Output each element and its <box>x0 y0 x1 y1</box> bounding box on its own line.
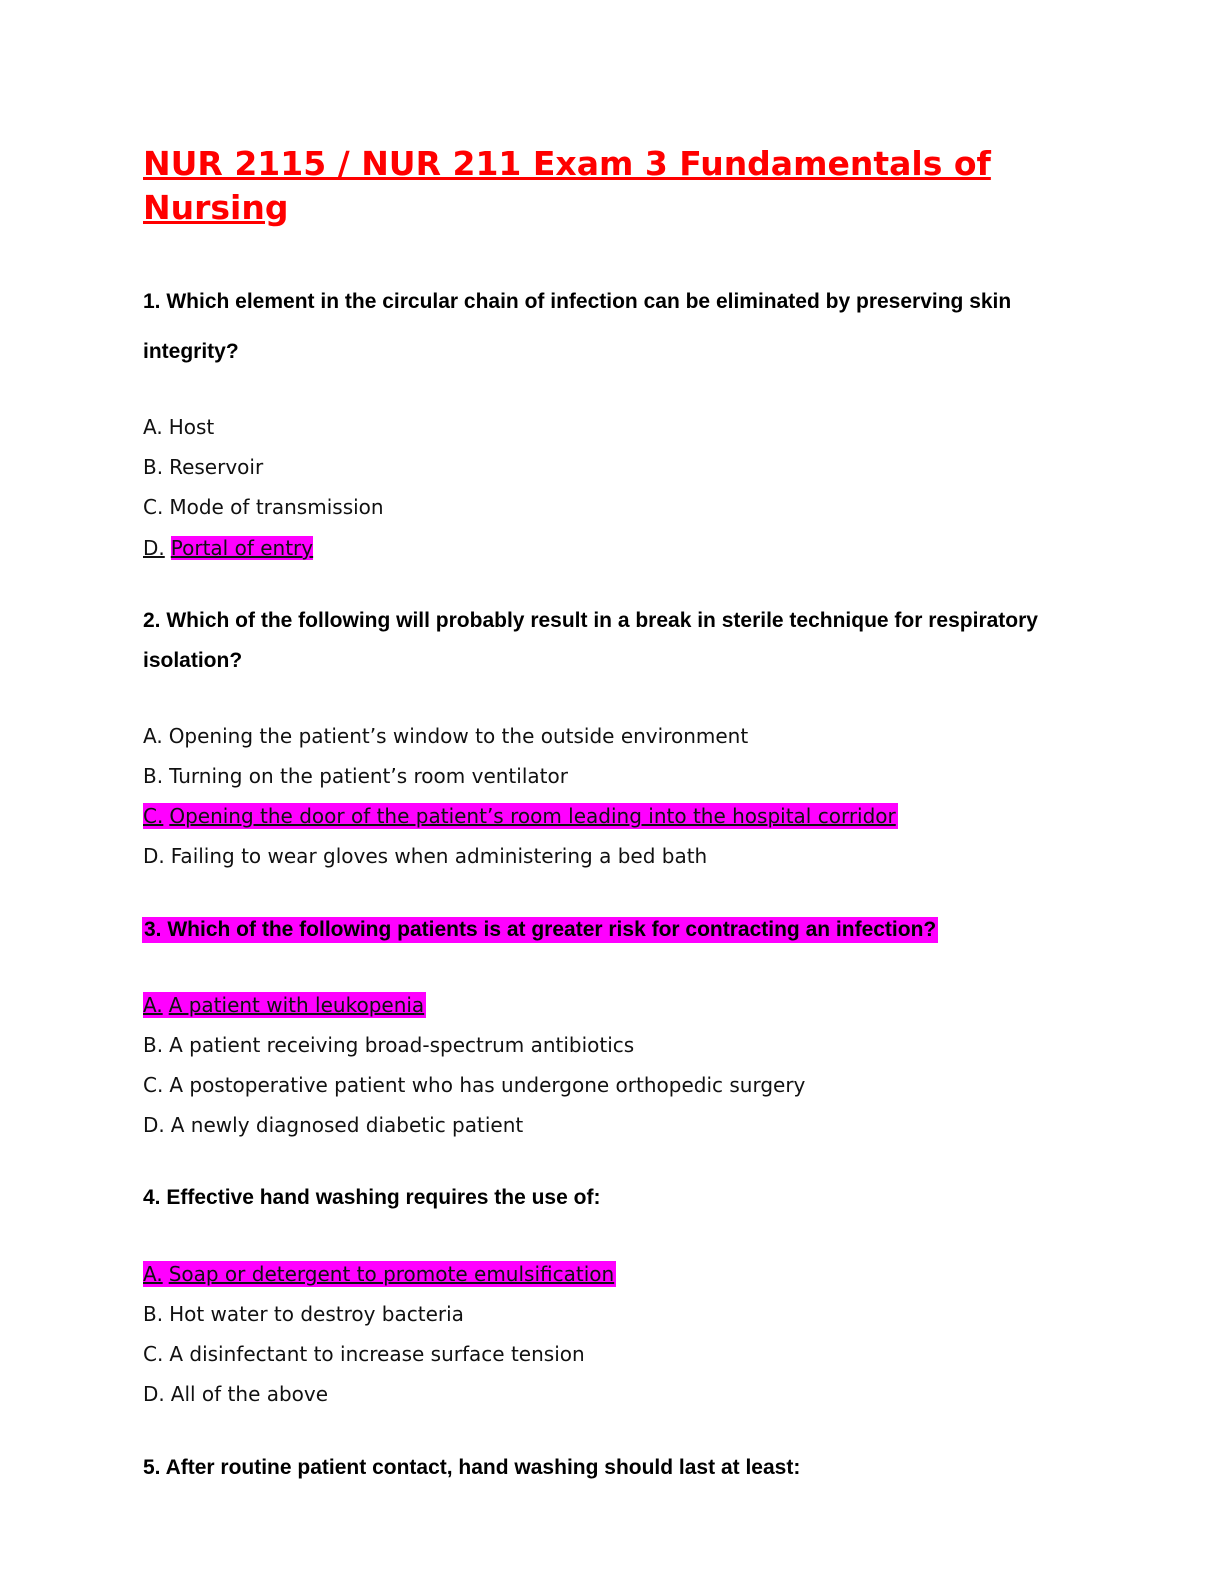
question-3-option-b: B. A patient receiving broad-spectrum antibiotics <box>143 1033 635 1057</box>
question-2-option-c-answer: C. Opening the door of the patient’s room leading into the hospital corridor <box>143 804 896 828</box>
question-1-text: 1. Which element in the circular chain of infection can be eliminated by preserving skin <box>143 290 1012 313</box>
question-2-text: 2. Which of the following will probably result in a break in sterile technique for respiratory <box>143 609 1038 632</box>
question-4-option-b: B. Hot water to destroy bacteria <box>143 1302 464 1326</box>
question-4-option-a-answer: A. Soap or detergent to promote emulsification <box>143 1262 615 1286</box>
question-3-option-c: C. A postoperative patient who has undergone orthopedic surgery <box>143 1073 806 1097</box>
question-3-option-d: D. A newly diagnosed diabetic patient <box>143 1113 524 1137</box>
question-4-text: 4. Effective hand washing requires the use of: <box>143 1186 601 1209</box>
question-4-option-d: D. All of the above <box>143 1382 329 1406</box>
question-1-option-a: A. Host <box>143 415 215 439</box>
question-1-text-cont: integrity? <box>143 340 239 363</box>
question-3-text: 3. Which of the following patients is at greater risk for contracting an infection? <box>144 918 937 941</box>
question-5-text: 5. After routine patient contact, hand washing should last at least: <box>143 1456 801 1479</box>
question-2-option-a: A. Opening the patient’s window to the outside environment <box>143 724 749 748</box>
question-1-option-c: C. Mode of transmission <box>143 495 384 519</box>
question-2-option-d: D. Failing to wear gloves when administering a bed bath <box>143 844 708 868</box>
question-1-option-d-answer: D. Portal of entry <box>143 536 314 560</box>
question-3-option-a-answer: A. A patient with leukopenia <box>143 993 425 1017</box>
question-4-option-c: C. A disinfectant to increase surface tension <box>143 1342 585 1366</box>
question-1-option-b: B. Reservoir <box>143 455 264 479</box>
page-title: NUR 2115 / NUR 211 Exam 3 Fundamentals of Nursing <box>143 144 991 227</box>
question-2-option-b: B. Turning on the patient’s room ventilator <box>143 764 568 788</box>
question-2-text-cont: isolation? <box>143 649 243 672</box>
